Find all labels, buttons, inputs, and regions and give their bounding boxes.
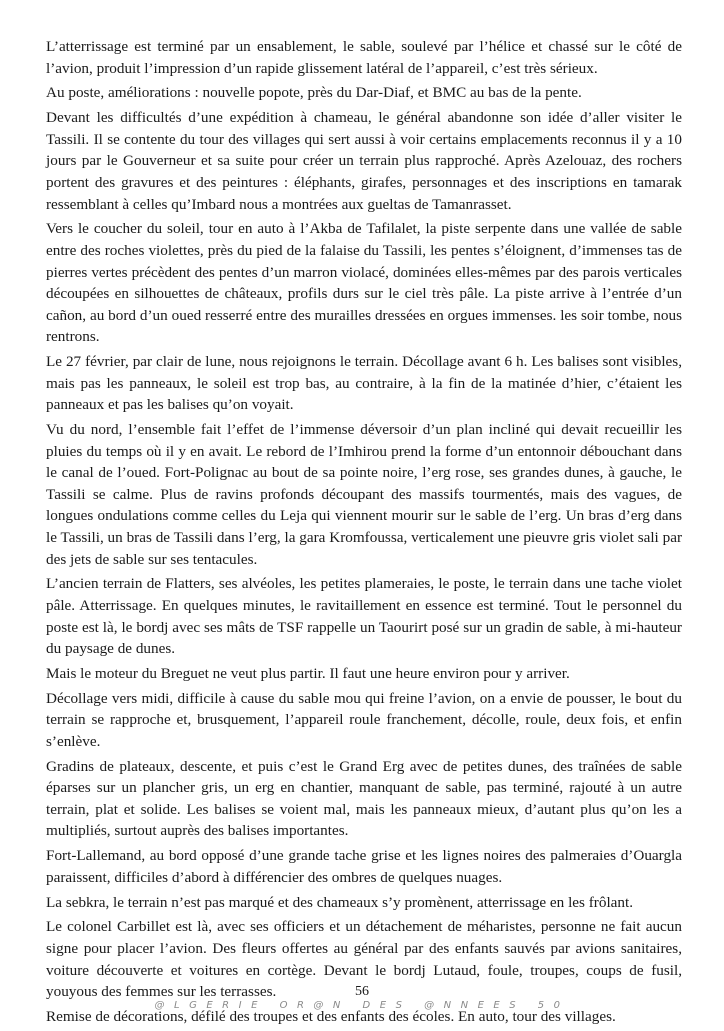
paragraph: Le 27 février, par clair de lune, nous rejoignons le terrain. Décollage avant 6 h. Les balises sont visibles, mais pas les panneaux, le soleil est trop bas, au contraire, à la fin de la matinée d’hier, c’étaient les panneaux et pas les balises qu’on voyait. [46,353,682,414]
paragraph: Devant les difficultés d’une expédition à chameau, le général abandonne son idée d’aller visiter le Tassili. Il se contente du tour des villages qui sert aussi à voir certains emplacements reconnus il y a 10 jours par le Gouverneur et sa suite pour créer un terrain plus rapproché. Après Azelouaz, des rochers portent des gravures et des peintures : éléphants, girafes, personnages et des inscriptions en tamarak ressemblant à celles qu’Imbard nous a montrées aux gueltas de Tamanrasset. [46,109,682,213]
page-number: 56 [355,984,369,999]
paragraph: Vu du nord, l’ensemble fait l’effet de l’immense déversoir d’un plan incliné qui devait recueillir les pluies du temps où il y en avait. Le rebord de l’Imhirou prend la forme d’un entonnoir débouchant dans le canal de l’oued. Fort-Polignac au bout de sa pointe noire, l’erg rose, ses grandes dunes, à gauche, le Tassili se calme. Plus de ravins profonds découpant des massifs tourmentés, mais des vagues, de longues ondulations comme celles du Leja qui viennent mourir sur le sable de l’erg. Un bras d’erg dans le Tassili, un bras de Tassili dans l’erg, la gara Kromfoussa, verticalement une pieuvre gris violet sali par des jets de sable sur ses tentacules. [46,421,682,568]
paragraph: Gradins de plateaux, descente, et puis c’est le Grand Erg avec de petites dunes, des traînées de sable éparses sur un plancher gris, un erg en chantier, manquant de sable, pas terminé, rajouté à un autre terrain, plat et solide. Les balises se voient mal, mais les panneaux mieux, d’autant plus qu’on les a multipliés, surtout auprès des balises importantes. [46,757,682,840]
paragraph: Fort-Lallemand, au bord opposé d’une grande tache grise et les lignes noires des palmeraies d’Ouargla paraissent, difficiles d’abord à différencier des ombres de quelques nuages. [46,847,682,886]
paragraph: Remise de décorations, défilé des troupes et des enfants des écoles. En auto, tour des villages. [46,1007,616,1025]
paragraph: Vers le coucher du soleil, tour en auto à l’Akba de Tafilalet, la piste serpente dans une vallée de sable entre des roches violettes, près du pied de la falaise du Tassili, les pentes s’éloignent, d’immenses tas de pierres vertes précèdent des pentes d’un marron violacé, dominées elles-mêmes par des parois verticales découpées en silhouettes de châteaux, profils durs sur le ciel très pâle. La piste arrive à l’entrée d’un cañon, au bord d’un oued resserré entre des murailles dressées en orgues immenses. les soir tombe, nous rentrons. [46,220,682,346]
paragraph: La sebkra, le terrain n’est pas marqué et des chameaux s’y promènent, atterrissage en les frôlant. [46,893,634,911]
paragraph: Mais le moteur du Breguet ne veut plus partir. Il faut une heure environ pour y arriver. [46,664,570,682]
paragraph: Décollage vers midi, difficile à cause du sable mou qui freine l’avion, on a envie de pousser, le bout du terrain se rapproche et, brusquement, l’appareil roule franchement, décolle, roule, deux fois, et enfin s’enlève. [46,689,682,750]
footer-watermark: @LGERIE OR@N DES @NNEES 50 [154,1000,570,1011]
paragraph: L’atterrissage est terminé par un ensablement, le sable, soulevé par l’hélice et chassé sur le côté de l’avion, produit l’impression d’un rapide glissement latéral de l’appareil, c’est très sérieux. [46,38,682,77]
paragraph: Le colonel Carbillet est là, avec ses officiers et un détachement de méharistes, personne ne fait aucun signe pour placer l’avion. Des fleurs offertes au général par des enfants sauvés par avions sanitaires, voiture découverte et voitures en cortège. Devant le bordj Lutaud, foule, troupes, coups de fusil, youyous des femmes sur les terrasses. [46,918,682,1001]
paragraph: L’ancien terrain de Flatters, ses alvéoles, les petites plameraies, le poste, le terrain dans une tache violet pâle. Atterrissage. En quelques minutes, le ravitaillement en essence est terminé. Tout le personnel du poste est là, le bordj avec ses mâts de TSF rappelle un Taourirt posé sur un gradin de sable, à mi-hauteur du paysage de dunes. [46,575,682,658]
body-text [46,36,682,1031]
paragraph: Au poste, améliorations : nouvelle popote, près du Dar-Diaf, et BMC au bas de la pente. [46,84,582,102]
